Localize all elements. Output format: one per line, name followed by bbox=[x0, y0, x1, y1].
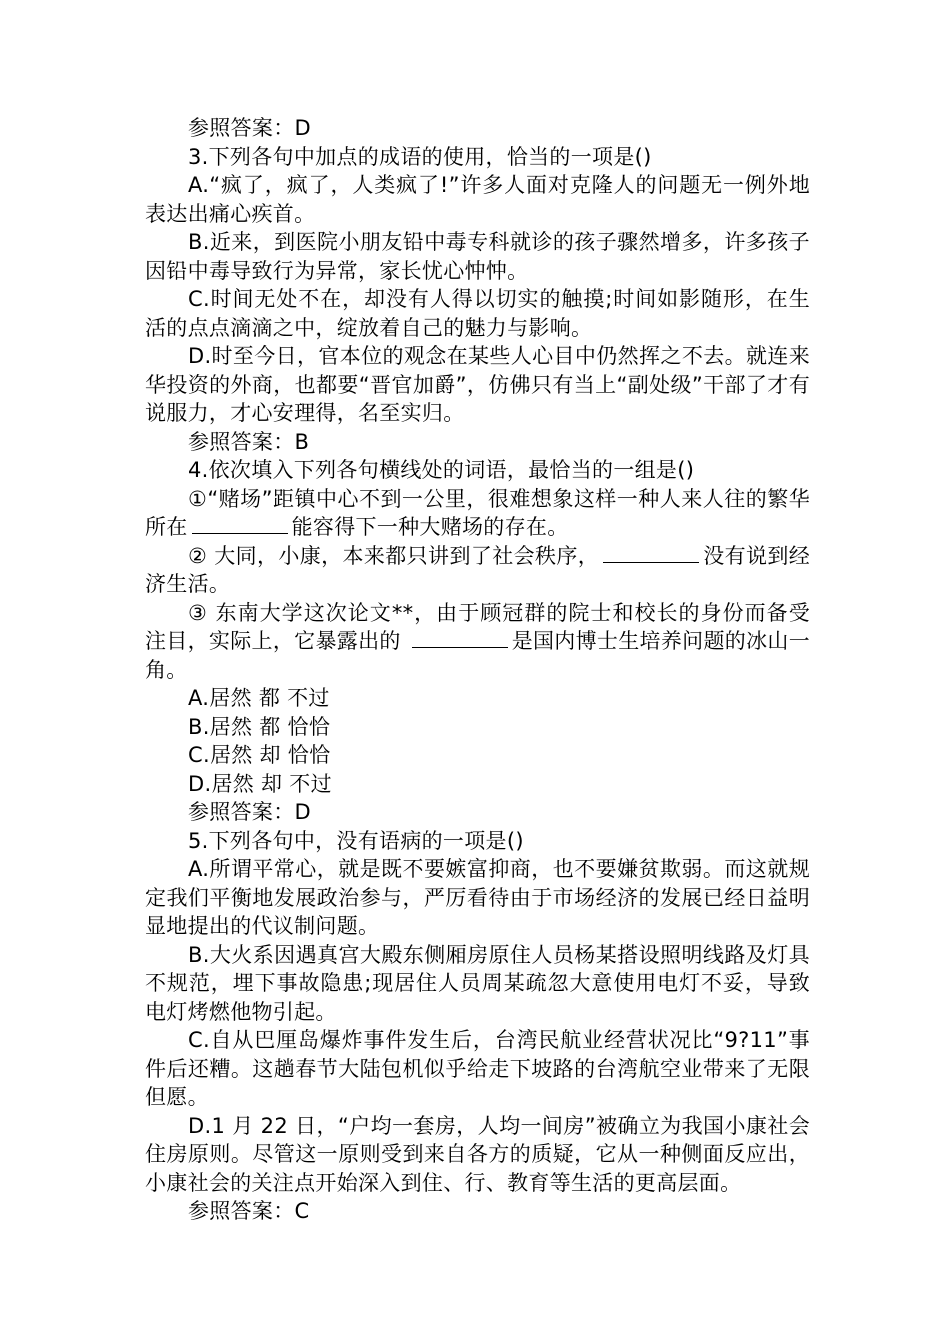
sentence-text: 能容得下一种大赌场的存在。 bbox=[291, 515, 569, 539]
question-5-option-d: D.1 月 22 日，“户均一套房，人均一间房”被确立为我国小康社会住房原则。尽管这一原则受到来自各方的质疑，它从一种侧面反应出，小康社会的关注点开始深入到住、行、教育等生活的更高层面。 bbox=[145, 1113, 810, 1195]
question-4-option-d: D.居然 却 不过 bbox=[188, 771, 332, 796]
question-3-option-a: A.“疯了，疯了，人类疯了!”许多人面对克隆人的问题无一例外地表达出痛心疾首。 bbox=[145, 173, 810, 226]
fill-blank bbox=[412, 627, 508, 648]
question-4-sentence-2 bbox=[145, 542, 810, 599]
question-5-option-a: A.所谓平常心，就是既不要嫉富抑商，也不要嫌贫欺弱。而这就规定我们平衡地发展政治参与，严厉看待由于市场经济的发展已经日益明显地提出的代议制问题。 bbox=[145, 857, 810, 938]
question-5: 5.下列各句中，没有语病的一项是() bbox=[188, 828, 524, 853]
question-4-option-b: B.居然 都 恰恰 bbox=[188, 714, 331, 739]
sentence-text: ①“赌场”距镇中心不到一公里，很难想象这样一种人来人往的繁华所在 bbox=[145, 486, 810, 539]
sentence-text: ③ 东南大学这次论文**，由于顾冠群的院士和校长的身份而备受注目，实际上，它暴露出的 bbox=[145, 600, 810, 653]
answer-q5: 参照答案：C bbox=[188, 1199, 310, 1223]
question-4-option-a: A.居然 都 不过 bbox=[188, 686, 330, 710]
question-5-option-c: C.自从巴厘岛爆炸事件发生后，台湾民航业经营状况比“9?11”事件后还糟。这趟春节大陆包机似乎给走下坡路的台湾航空业带来了无限但愿。 bbox=[145, 1028, 810, 1109]
question-5-option-b: B.大火系因遇真宫大殿东侧厢房原住人员杨某搭设照明线路及灯具不规范，埋下事故隐患;现居住人员周某疏忽大意使用电灯不妥，导致电灯烤燃他物引起。 bbox=[145, 942, 810, 1024]
question-4-sentence-1 bbox=[145, 485, 810, 542]
answer-q4: 参照答案：D bbox=[188, 800, 311, 824]
question-3-option-c: C.时间无处不在，却没有人得以切实的触摸;时间如影随形，在生活的点点滴滴之中，绽放着自己的魅力与影响。 bbox=[145, 287, 810, 340]
question-3: 3.下列各句中加点的成语的使用，恰当的一项是() bbox=[188, 144, 652, 169]
document-body bbox=[145, 114, 810, 1226]
fill-blank bbox=[603, 542, 699, 563]
question-4-option-c: C.居然 却 恰恰 bbox=[188, 743, 331, 767]
answer-q3: 参照答案：B bbox=[188, 429, 310, 454]
sentence-text: ② 大同，小康，本来都只讲到了社会秩序， bbox=[188, 543, 600, 568]
fill-blank bbox=[192, 513, 288, 534]
question-4-sentence-3 bbox=[145, 599, 810, 685]
question-3-option-b: B.近来，到医院小朋友铅中毒专科就诊的孩子骤然增多，许多孩子因铅中毒导致行为异常，家长忧心忡忡。 bbox=[145, 230, 810, 283]
sentence-text: 没有说到经济生活。 bbox=[145, 543, 811, 596]
sentence-text: 是国内博士生培养问题的冰山一角。 bbox=[145, 629, 810, 682]
question-3-option-d: D.时至今日，官本位的观念在某些人心目中仍然挥之不去。就连来华投资的外商，也都要“晋官加爵”，仿佛只有当上“副处级”干部了才有说服力，才心安理得，名至实归。 bbox=[145, 344, 810, 425]
answer-q2: 参照答案：D bbox=[188, 116, 311, 140]
question-4: 4.依次填入下列各句横线处的词语，最恰当的一组是() bbox=[188, 458, 695, 482]
